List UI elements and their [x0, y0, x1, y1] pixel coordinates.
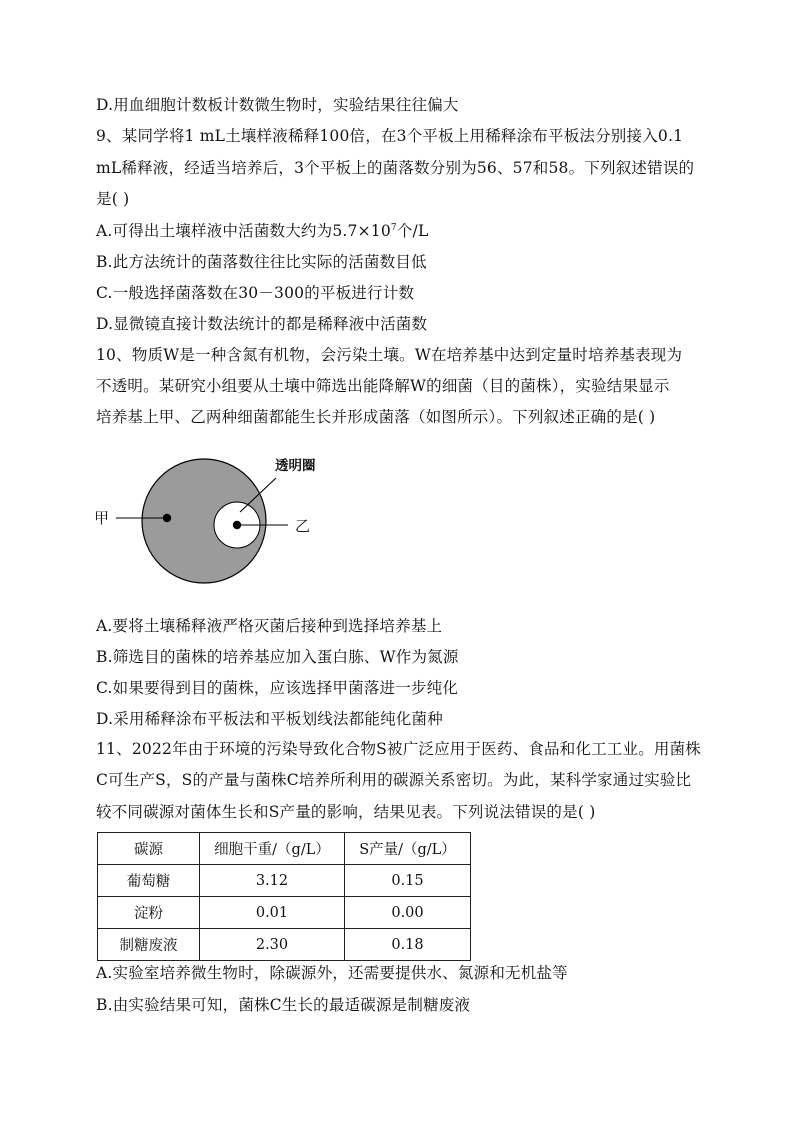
option-a-q11: A.实验室培养微生物时，除碳源外，还需要提供水、氮源和无机盐等 [96, 964, 568, 982]
option-a-q9-exponent: 7 [390, 223, 397, 233]
table-row [98, 865, 471, 897]
option-d-q9: D.显微镜直接计数法统计的都是稀释液中活菌数 [96, 315, 428, 333]
option-a-q9 [96, 220, 428, 242]
colony-jia-dot [163, 514, 171, 522]
table-cell: 0.15 [345, 865, 471, 897]
label-yi: 乙 [295, 517, 311, 535]
culture-plate-figure [92, 446, 352, 596]
question-11-line-1: 11、2022年由于环境的污染导致化合物S被广泛应用于医药、食品和化工工业。用菌株 [96, 740, 701, 758]
table-header-cell: 碳源 [98, 833, 200, 865]
question-9-line-3: 是( ) [96, 190, 130, 208]
option-a-q9-unit: 个/L [396, 222, 429, 240]
table-cell: 淀粉 [98, 897, 200, 929]
question-10-line-1: 10、物质W是一种含氮有机物，会污染土壤。W在培养基中达到定量时培养基表现为 [96, 346, 683, 364]
table-row [98, 897, 471, 929]
table-header-cell: S产量/（g/L） [345, 833, 471, 865]
question-11-line-3: 较不同碳源对菌体生长和S产量的影响，结果见表。下列说法错误的是( ) [96, 803, 596, 821]
question-11-line-2: C可生产S，S的产量与菌株C培养所利用的碳源关系密切。为此，某科学家通过实验比 [96, 771, 692, 789]
label-transparent-circle: 透明圈 [275, 458, 316, 474]
question-10-line-3: 培养基上甲、乙两种细菌都能生长并形成菌落（如图所示）。下列叙述正确的是( ) [96, 408, 656, 426]
table-cell: 0.01 [200, 897, 345, 929]
table-row [98, 929, 471, 961]
carbon-source-table [97, 832, 471, 961]
table-cell: 2.30 [200, 929, 345, 961]
table-header-cell: 细胞干重/（g/L） [200, 833, 345, 865]
table-cell: 葡萄糖 [98, 865, 200, 897]
question-10-line-2: 不透明。某研究小组要从土壤中筛选出能降解W的细菌（目的菌株），实验结果显示 [96, 377, 670, 395]
question-9-line-2: mL稀释液，经适当培养后，3个平板上的菌落数分别为56、57和58。下列叙述错误的 [96, 159, 695, 177]
option-b-q11: B.由实验结果可知，菌株C生长的最适碳源是制糖废液 [96, 996, 471, 1014]
option-d-q10: D.采用稀释涂布平板法和平板划线法都能纯化菌种 [96, 710, 443, 728]
label-jia: 甲 [94, 509, 110, 527]
colony-yi-dot [233, 521, 241, 529]
table-cell: 0.00 [345, 897, 471, 929]
table-cell: 0.18 [345, 929, 471, 961]
question-9-line-1: 9、某同学将1 mL土壤样液稀释100倍，在3个平板上用稀释涂布平板法分别接入0.1 [96, 127, 684, 145]
option-c-q10: C.如果要得到目的菌株，应该选择甲菌落进一步纯化 [96, 679, 459, 697]
option-b-q10: B.筛选目的菌株的培养基应加入蛋白胨、W作为氮源 [96, 648, 459, 666]
table-cell: 制糖废液 [98, 929, 200, 961]
option-a-q9-text: A.可得出土壤样液中活菌数大约为5.7×10 [96, 222, 391, 240]
option-d-q8: D.用血细胞计数板计数微生物时，实验结果往往偏大 [96, 96, 459, 114]
option-b-q9: B.此方法统计的菌落数往往比实际的活菌数目低 [96, 253, 427, 271]
option-c-q9: C.一般选择菌落数在30－300的平板进行计数 [96, 284, 415, 302]
table-header-row [98, 833, 471, 865]
table-cell: 3.12 [200, 865, 345, 897]
option-a-q10: A.要将土壤稀释液严格灭菌后接种到选择培养基上 [96, 617, 443, 635]
